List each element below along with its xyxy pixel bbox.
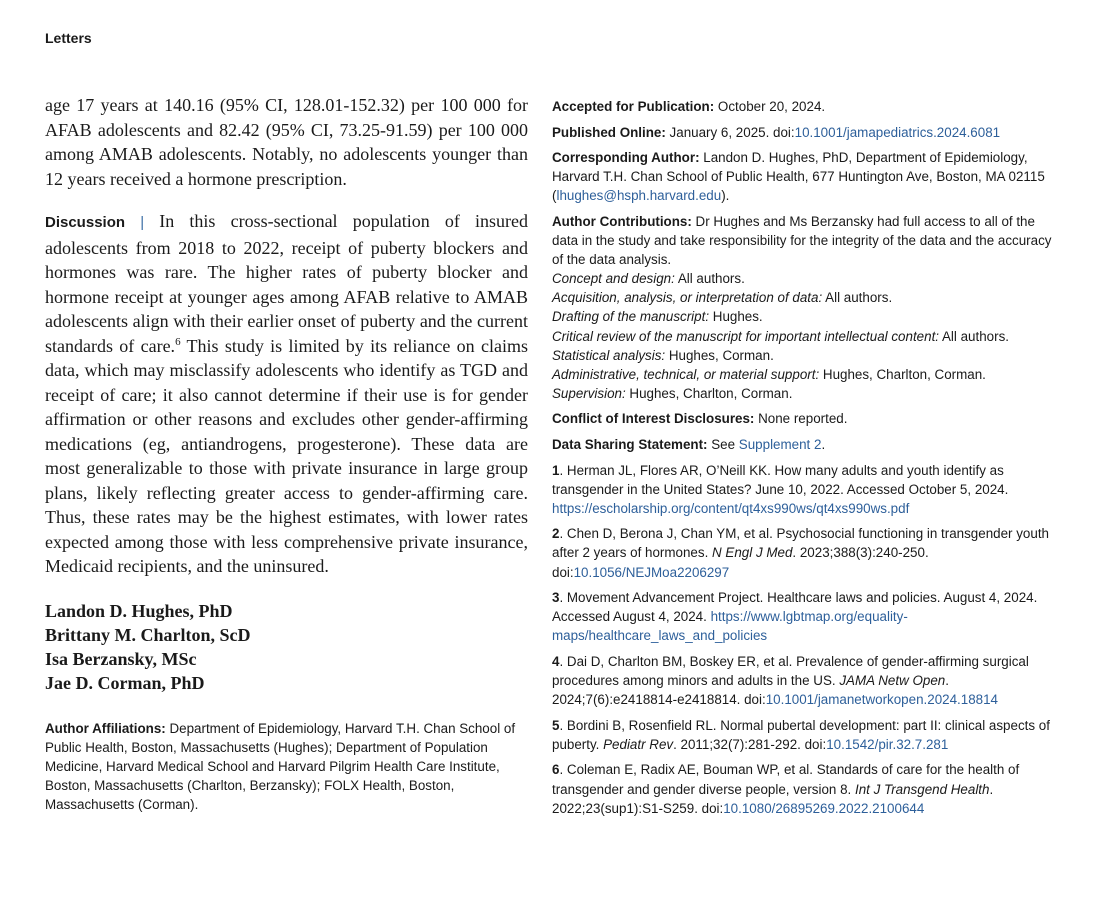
reference-link[interactable]: https://escholarship.org/content/qt4xs990ws/qt4xs990ws.pdf xyxy=(552,500,910,516)
contribution-names: All authors. xyxy=(822,290,893,306)
citation-marker[interactable]: 6 xyxy=(175,335,181,348)
reference-item xyxy=(552,716,1057,754)
corresponding-end: ). xyxy=(721,188,730,204)
contribution-line xyxy=(552,327,1057,346)
discussion-paragraph xyxy=(45,209,528,579)
contribution-role: Critical review of the manuscript for important intellectual content: xyxy=(552,328,940,344)
supplement-link[interactable]: Supplement 2 xyxy=(738,437,822,452)
reference-details: . 2022;23(sup1):S1-S259. doi: xyxy=(552,781,994,816)
author-affiliations xyxy=(45,719,528,814)
reference-link[interactable]: https://www.lgbtmap.org/equality-maps/healthcare_laws_and_policies xyxy=(552,609,908,644)
reference-number: 3 xyxy=(552,590,560,606)
reference-text: . Herman JL, Flores AR, O’Neill KK. How many adults and youth identify as transgender in the United States? June 10, 2022. Accessed October 5, 2024. xyxy=(552,462,1009,497)
conflict-text: None reported. xyxy=(754,411,848,427)
contribution-line xyxy=(552,346,1057,365)
reference-journal: JAMA Netw Open xyxy=(839,673,946,689)
affiliations-text: Department of Epidemiology, Harvard T.H. Chan School of Public Health, Boston, Massachusetts (Hughes); Department of Population Medicine, Harvard Medical School and Harvard Pilgrim Health Care Institute, Boston, Massachusetts (Charlton, Berzansky); FOLX Health, Boston, Massachusetts (Corman). xyxy=(45,720,516,812)
reference-item xyxy=(552,461,1057,518)
reference-number: 6 xyxy=(552,762,560,778)
contributions-text: Dr Hughes and Ms Berzansky had full access to all of the data in the study and take responsibility for the integrity of the data and the accuracy of the data analysis. xyxy=(552,213,1052,268)
reference-link[interactable]: 10.1080/26895269.2022.2100644 xyxy=(723,800,925,816)
data-sharing-statement xyxy=(552,435,1057,454)
reference-text: . Coleman E, Radix AE, Bouman WP, et al. Standards of care for the health of transgender and gender diverse people, version 8. xyxy=(552,762,1020,797)
author-name: Brittany M. Charlton, ScD xyxy=(45,624,251,645)
accepted-label: Accepted for Publication: xyxy=(552,99,715,114)
published-doi-link[interactable]: 10.1001/jamapediatrics.2024.6081 xyxy=(794,124,1001,140)
accepted-date: October 20, 2024. xyxy=(714,99,826,114)
contribution-line xyxy=(552,365,1057,384)
reference-number: 5 xyxy=(552,717,560,733)
reference-details: . 2024;7(6):e2418814-e2418814. doi: xyxy=(552,673,949,708)
contribution-role: Administrative, technical, or material support: xyxy=(552,366,820,382)
contribution-role: Acquisition, analysis, or interpretation of data: xyxy=(552,290,823,306)
published-online xyxy=(552,123,1057,142)
contribution-names: Hughes. xyxy=(709,309,763,325)
sharing-end: . xyxy=(821,437,826,452)
reference-text: . Dai D, Charlton BM, Boskey ER, et al. Prevalence of gender-affirming surgical procedures among minors and adults in the US. xyxy=(552,653,1029,689)
reference-journal: N Engl J Med xyxy=(712,545,793,561)
corresponding-text: Landon D. Hughes, PhD, Department of Epidemiology, Harvard T.H. Chan School of Public Health, 677 Huntington Ave, Boston, MA 02115 ( xyxy=(552,150,1045,204)
contribution-line xyxy=(552,288,1057,307)
left-column xyxy=(45,93,528,814)
corresponding-email-link[interactable]: lhughes@hsph.harvard.edu xyxy=(556,188,722,204)
reference-text: . Movement Advancement Project. Healthcare laws and policies. August 4, 2024. Accessed August 4, 2024. xyxy=(552,590,1038,625)
corresponding-author xyxy=(552,148,1057,205)
contribution-names: All authors. xyxy=(939,328,1009,344)
reference-item xyxy=(552,760,1057,817)
reference-number: 1 xyxy=(552,462,560,478)
contributions-label: Author Contributions: xyxy=(552,213,692,229)
reference-text: . Chen D, Berona J, Chan YM, et al. Psychosocial functioning in transgender youth after 2 years of hormones. xyxy=(552,526,1049,561)
author-contributions xyxy=(552,212,1057,403)
discussion-heading: Discussion xyxy=(45,214,126,231)
author-name: Landon D. Hughes, PhD xyxy=(45,600,233,621)
conflict-label: Conflict of Interest Disclosures: xyxy=(552,411,755,427)
section-label: Letters xyxy=(45,30,92,46)
reference-text: . Bordini B, Rosenfield RL. Normal pubertal development: part II: clinical aspects of puberty. xyxy=(552,717,1050,752)
sharing-label: Data Sharing Statement: xyxy=(552,437,708,452)
contribution-line xyxy=(552,307,1057,326)
discussion-separator: | xyxy=(140,214,145,231)
reference-link[interactable]: 10.1001/jamanetworkopen.2024.18814 xyxy=(765,692,998,708)
contribution-names: Hughes, Charlton, Corman. xyxy=(625,385,793,401)
reference-number: 4 xyxy=(552,653,560,669)
published-date: January 6, 2025. doi: xyxy=(665,124,795,140)
accepted-for-publication xyxy=(552,97,1057,116)
contribution-names: Hughes, Corman. xyxy=(665,347,774,363)
reference-journal: Pediatr Rev xyxy=(603,736,674,752)
contribution-line xyxy=(552,384,1057,403)
sharing-text: See xyxy=(707,437,739,452)
corresponding-label: Corresponding Author: xyxy=(552,150,700,166)
published-label: Published Online: xyxy=(552,124,666,140)
discussion-text-part1: In this cross-sectional population of insured adolescents from 2018 to 2022, receipt of puberty blockers and hormones was rare. The higher rates of puberty blocker and hormone receipt at younger ages among AFAB relative to AMAB adolescents align with their earlier onset of puberty and the current standards of care. xyxy=(45,211,529,356)
conflict-of-interest xyxy=(552,409,1057,428)
contribution-names: Hughes, Charlton, Corman. xyxy=(819,366,986,382)
contribution-line xyxy=(552,269,1057,288)
reference-item xyxy=(552,524,1057,581)
reference-journal: Int J Transgend Health xyxy=(854,781,990,797)
contribution-names: All authors. xyxy=(674,271,745,287)
reference-link[interactable]: 10.1056/NEJMoa2206297 xyxy=(573,564,730,580)
right-column xyxy=(552,97,1057,824)
reference-link[interactable]: 10.1542/pir.32.7.281 xyxy=(826,736,949,752)
contribution-role: Statistical analysis: xyxy=(552,347,666,363)
author-name: Isa Berzansky, MSc xyxy=(45,648,197,669)
discussion-text-part2: This study is limited by its reliance on claims data, which may misclassify adolescents who identify as TGD and receipt of care; it also cannot determine if their use is for gender affirmation or other reasons and excludes other gender-affirming medications (eg, antiandrogens, progesterone). These data are most generalizable to those with private insurance in large group plans, likely reflecting greater access to gender-affirming care. Thus, these rates may be the highest estimates, with lower rates expected among those with less comprehensive private insurance, Medicaid recipients, and the uninsured. xyxy=(45,335,528,576)
contribution-role: Drafting of the manuscript: xyxy=(552,309,710,325)
reference-number: 2 xyxy=(552,526,560,542)
affiliations-label: Author Affiliations: xyxy=(45,720,166,736)
results-paragraph: age 17 years at 140.16 (95% CI, 128.01-152.32) per 100 000 for AFAB adolescents and 82.42 (95% CI, 73.25-91.59) per 100 000 among AMAB adolescents. Notably, no adolescents younger than 12 years received a hormone prescription. xyxy=(45,95,528,189)
contribution-role: Concept and design: xyxy=(552,271,675,287)
author-list xyxy=(45,599,528,695)
reference-details: . 2011;32(7):281-292. doi: xyxy=(673,736,827,752)
reference-item xyxy=(552,588,1057,645)
reference-details: . 2023;388(3):240-250. doi: xyxy=(552,545,929,580)
reference-item xyxy=(552,652,1057,709)
contribution-role: Supervision: xyxy=(552,385,626,401)
author-name: Jae D. Corman, PhD xyxy=(45,672,205,693)
